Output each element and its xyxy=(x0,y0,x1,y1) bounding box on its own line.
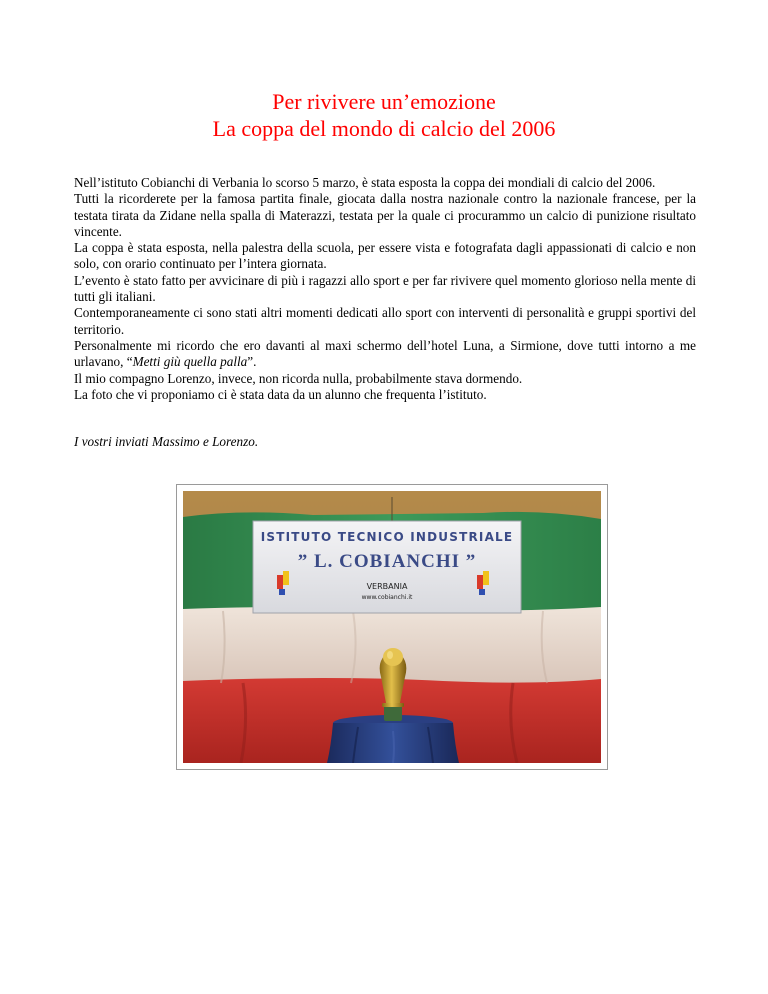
paragraph: Contemporaneamente ci sono stati altri momenti dedicati allo sport con interventi di personalità e gruppi sportivi del territorio. xyxy=(74,305,696,337)
paragraph: Nell’istituto Cobianchi di Verbania lo scorso 5 marzo, è stata esposta la coppa dei mondiali di calcio del 2006. xyxy=(74,175,656,190)
quote-before: Personalmente mi ricordo che ero davanti al maxi schermo dell’hotel Luna, a Sirmione, dove tutti intorno a me urlavano, “ xyxy=(74,337,696,370)
photo-frame xyxy=(176,484,608,770)
title-line-2: La coppa del mondo di calcio del 2006 xyxy=(212,116,556,141)
trophy-photo xyxy=(183,491,601,763)
quote-paragraph xyxy=(74,338,696,371)
sign-line-4: www.cobianchi.it xyxy=(361,594,413,601)
display-table xyxy=(327,715,459,763)
sign-line-3: VERBANIA xyxy=(366,582,408,591)
school-sign xyxy=(253,521,521,613)
paragraph: La coppa è stata esposta, nella palestra della scuola, per essere vista e fotografata dagli appassionati di calcio e non solo, con orario continuato per l’intera giornata. xyxy=(74,240,696,272)
paragraph: Il mio compagno Lorenzo, invece, non ricorda nulla, probabilmente stava dormendo. xyxy=(74,370,523,386)
sign-line-1: ISTITUTO TECNICO INDUSTRIALE xyxy=(260,530,514,544)
sign-line-2: ” L. COBIANCHI ” xyxy=(297,551,477,572)
article-body xyxy=(74,175,696,403)
photo-illustration xyxy=(183,491,601,763)
paragraph: Tutti la ricorderete per la famosa partita finale, giocata dalla nostra nazionale contro la nazionale francese, per la testata tirata da Zidane nella spalla di Materazzi, testata per la quale ci procurammo un calcio di punizione risultato vincente. xyxy=(74,191,696,239)
quote-text: Metti giù quella palla xyxy=(132,354,248,370)
article-title xyxy=(0,88,768,142)
paragraph: La foto che vi proponiamo ci è stata data da un alunno che frequenta l’istituto. xyxy=(74,386,487,402)
title-line-1: Per rivivere un’emozione xyxy=(272,89,496,114)
signature: I vostri inviati Massimo e Lorenzo. xyxy=(74,434,259,449)
quote-after: ”. xyxy=(247,354,257,370)
paragraph: L’evento è stato fatto per avvicinare di più i ragazzi allo sport e per far rivivere quel momento glorioso nella mente di tutti gli italiani. xyxy=(74,272,696,305)
